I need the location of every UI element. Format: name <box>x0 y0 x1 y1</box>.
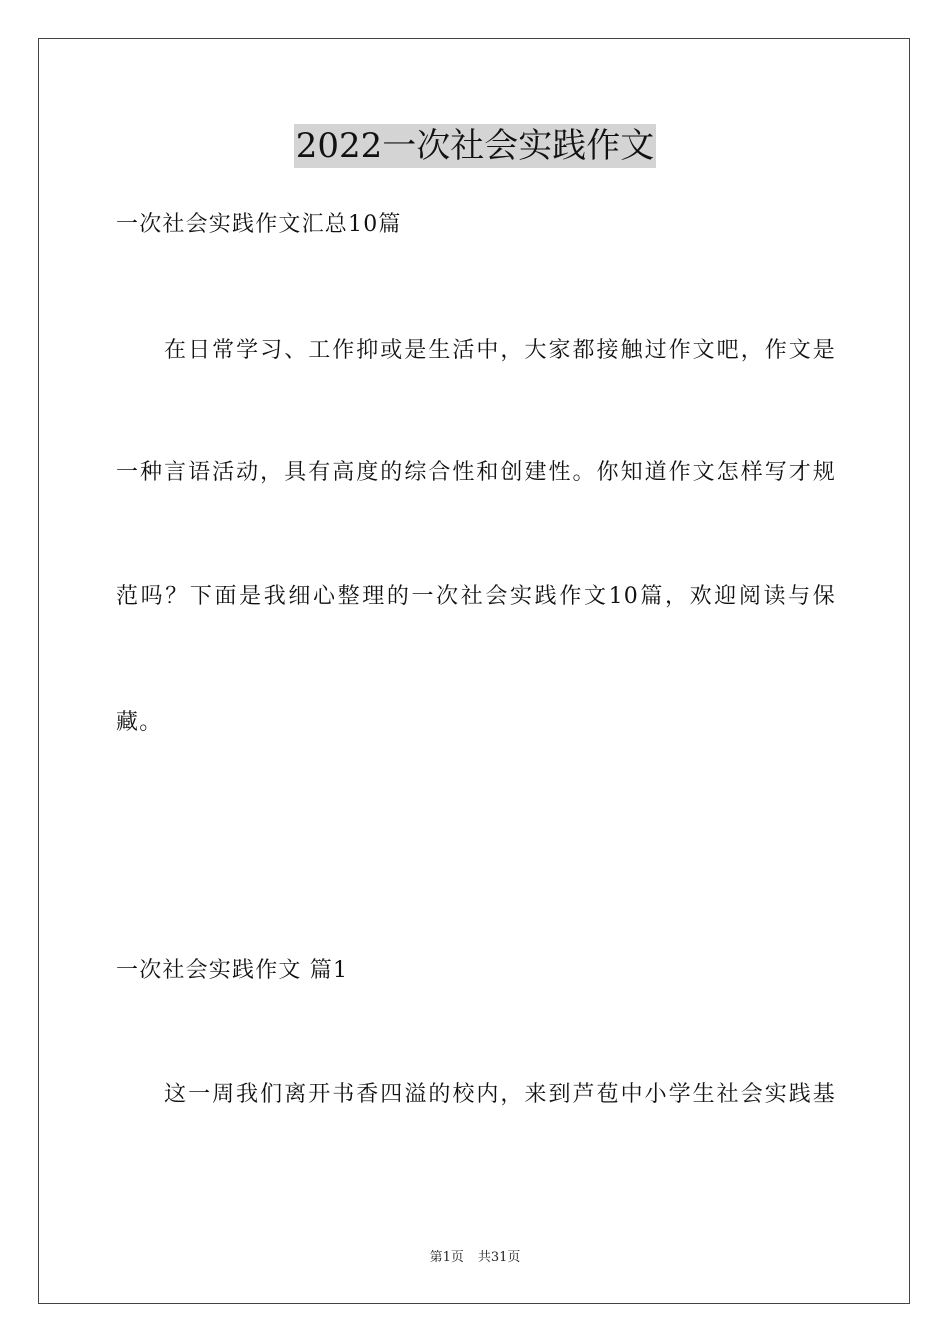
page-footer <box>0 1246 950 1265</box>
document-title <box>0 124 950 168</box>
intro-line-4: 藏。 <box>116 710 163 735</box>
subtitle: 一次社会实践作文汇总10篇 <box>116 212 402 237</box>
page-number: 第1页 <box>429 1250 464 1265</box>
intro-line-1: 在日常学习、工作抑或是生活中，大家都接触过作文吧，作文是 <box>116 338 836 363</box>
title-text: 2022一次社会实践作文 <box>295 126 655 166</box>
intro-line-2: 一种言语活动，具有高度的综合性和创建性。你知道作文怎样写才规 <box>116 460 836 485</box>
intro-line-3: 范吗？下面是我细心整理的一次社会实践作文10篇，欢迎阅读与保 <box>116 584 836 609</box>
section-heading: 一次社会实践作文 篇1 <box>116 958 349 983</box>
section-line-1: 这一周我们离开书香四溢的校内，来到芦苞中小学生社会实践基 <box>116 1082 836 1107</box>
page-total: 共31页 <box>477 1250 521 1265</box>
